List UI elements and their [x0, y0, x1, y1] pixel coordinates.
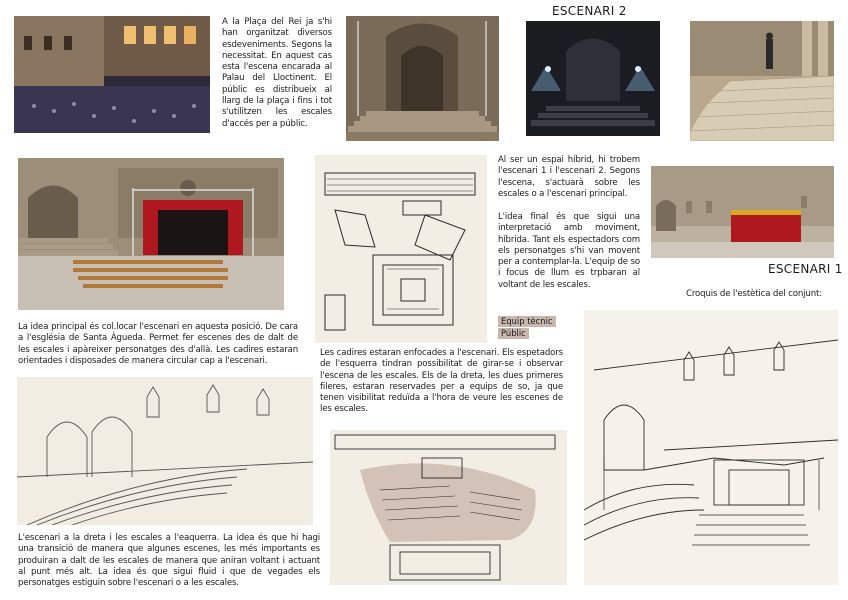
legend-public: Públic [498, 328, 529, 339]
sketch-overall-perspective [584, 310, 838, 585]
hibrid-text-2: L'idea final és que sigui una interpretació amb moviment, híbrida. Tant els espectadors com els personatges s'hi van movent per a contemplar-la. L'equip de so i focus de llum es trpbaran al voltant de les escales. [498, 212, 640, 290]
heading-escenari-2: ESCENARI 2 [552, 4, 627, 18]
legend-equip-tecnic: Equip tècnic [498, 316, 556, 327]
sketch-plan-top [315, 155, 487, 343]
photo-main-stage-chairs [18, 158, 284, 310]
photo-escenari-1 [651, 166, 834, 258]
photo-stairs-trusses [346, 16, 499, 141]
sketch-stairs-arches [17, 377, 313, 525]
escenari-dreta-text: L'escenari a la dreta i les escales a l'eaquerra. La idea és que hi hagi una transició de manera que algunes escenes, les més importants es produiran a dalt de les escales de manera que aniran voltant i actuant al punt més alt. La idea és que sigui fluid i que de vegades els personatges estiguin sobre l'escenari o a les escales. [18, 533, 320, 589]
photo-dark-stage-lights [526, 21, 660, 136]
idea-principal-text: La idea principal és col.locar l'escenari en aquesta posició. De cara a l'església de Santa Àgueda. Permet fer escenes des de dalt de les escales i apàreixer personatges des d'allà. Les cadires estaran orientades i disposades de manera circular cap a l'escenari. [18, 322, 298, 366]
intro-text: A la Plaça del Rei ja s'hi han organitzat diversos esdeveniments. Segons la necessitat. En aquest cas esta l'escena encarada al Palau del Lloctinent. El públic es distribueix al llarg de la plaça i fins i tot s'utilitzen les escales d'accés per a públic. [222, 17, 332, 129]
photo-concert-plaza [14, 16, 210, 133]
heading-escenari-1: ESCENARI 1 [768, 262, 843, 276]
cadires-text: Les cadires estaran enfocades a l'escenari. Els espetadors de l'esquerra tindran possibilitat de girar-se i observar l'escena de les escales. Els de la dreta, les dues primeres fileres, estaran reservades per a equips de so, ja que tenen visibilitat reduïda a l'hora de veure les escenes de les escales. [320, 348, 563, 415]
hibrid-text-1: Al ser un espai híbrid, hi trobem l'escenari 1 i l'escenari 2. Segons l'escena, s'actuarà sobre les escales o a l'escenari principal. [498, 155, 640, 199]
croquis-caption: Croquis de l'estètica del conjunt: [686, 289, 822, 299]
sketch-plan-seating [330, 430, 567, 585]
photo-stairs-character [690, 21, 834, 141]
